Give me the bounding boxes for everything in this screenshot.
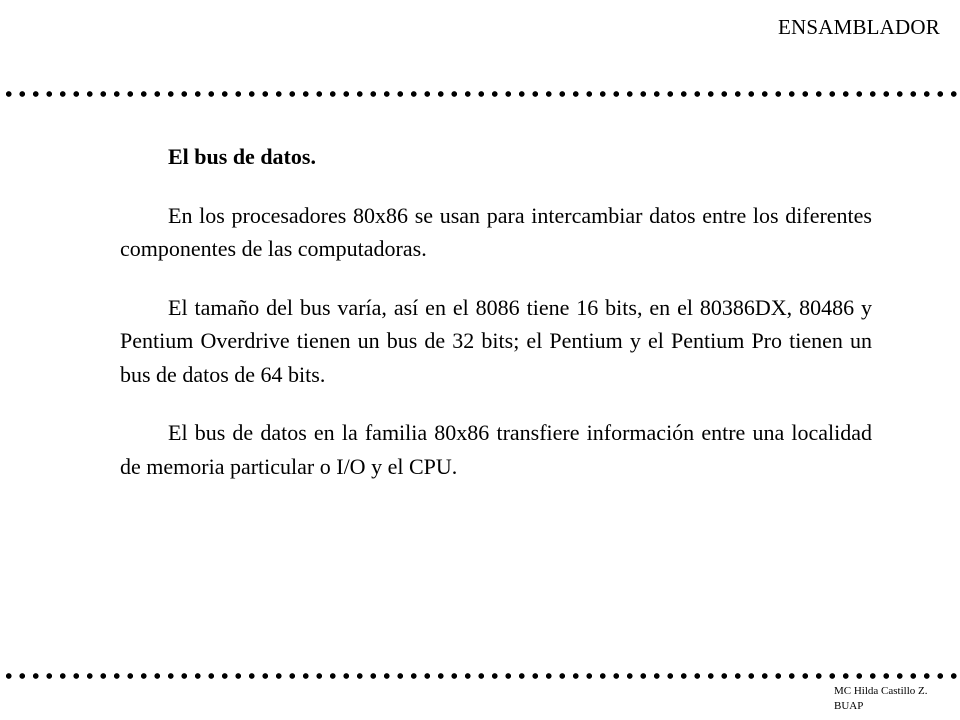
- paragraph-2: El tamaño del bus varía, así en el 8086 tiene 16 bits, en el 80386DX, 80486 y Pentium Overdrive tienen un bus de 32 bits; el Pentium y el Pentium Pro tienen un bus de datos de 64 bits.: [120, 294, 872, 387]
- footer-author: MC Hilda Castillo Z.: [834, 685, 928, 697]
- top-dotted-divider: [0, 90, 960, 98]
- footer-institution: BUAP: [834, 700, 864, 712]
- footer: [834, 684, 928, 714]
- section-heading: El bus de datos.: [168, 144, 316, 169]
- bottom-dotted-divider: [0, 672, 960, 680]
- paragraph-3: El bus de datos en la familia 80x86 transfiere información entre una localidad de memoria particular o I/O y el CPU.: [120, 420, 872, 479]
- slide-content: [120, 140, 872, 508]
- paragraph-1: En los procesadores 80x86 se usan para intercambiar datos entre los diferentes componentes de las computadoras.: [120, 202, 872, 261]
- header-title: ENSAMBLADOR: [777, 15, 940, 39]
